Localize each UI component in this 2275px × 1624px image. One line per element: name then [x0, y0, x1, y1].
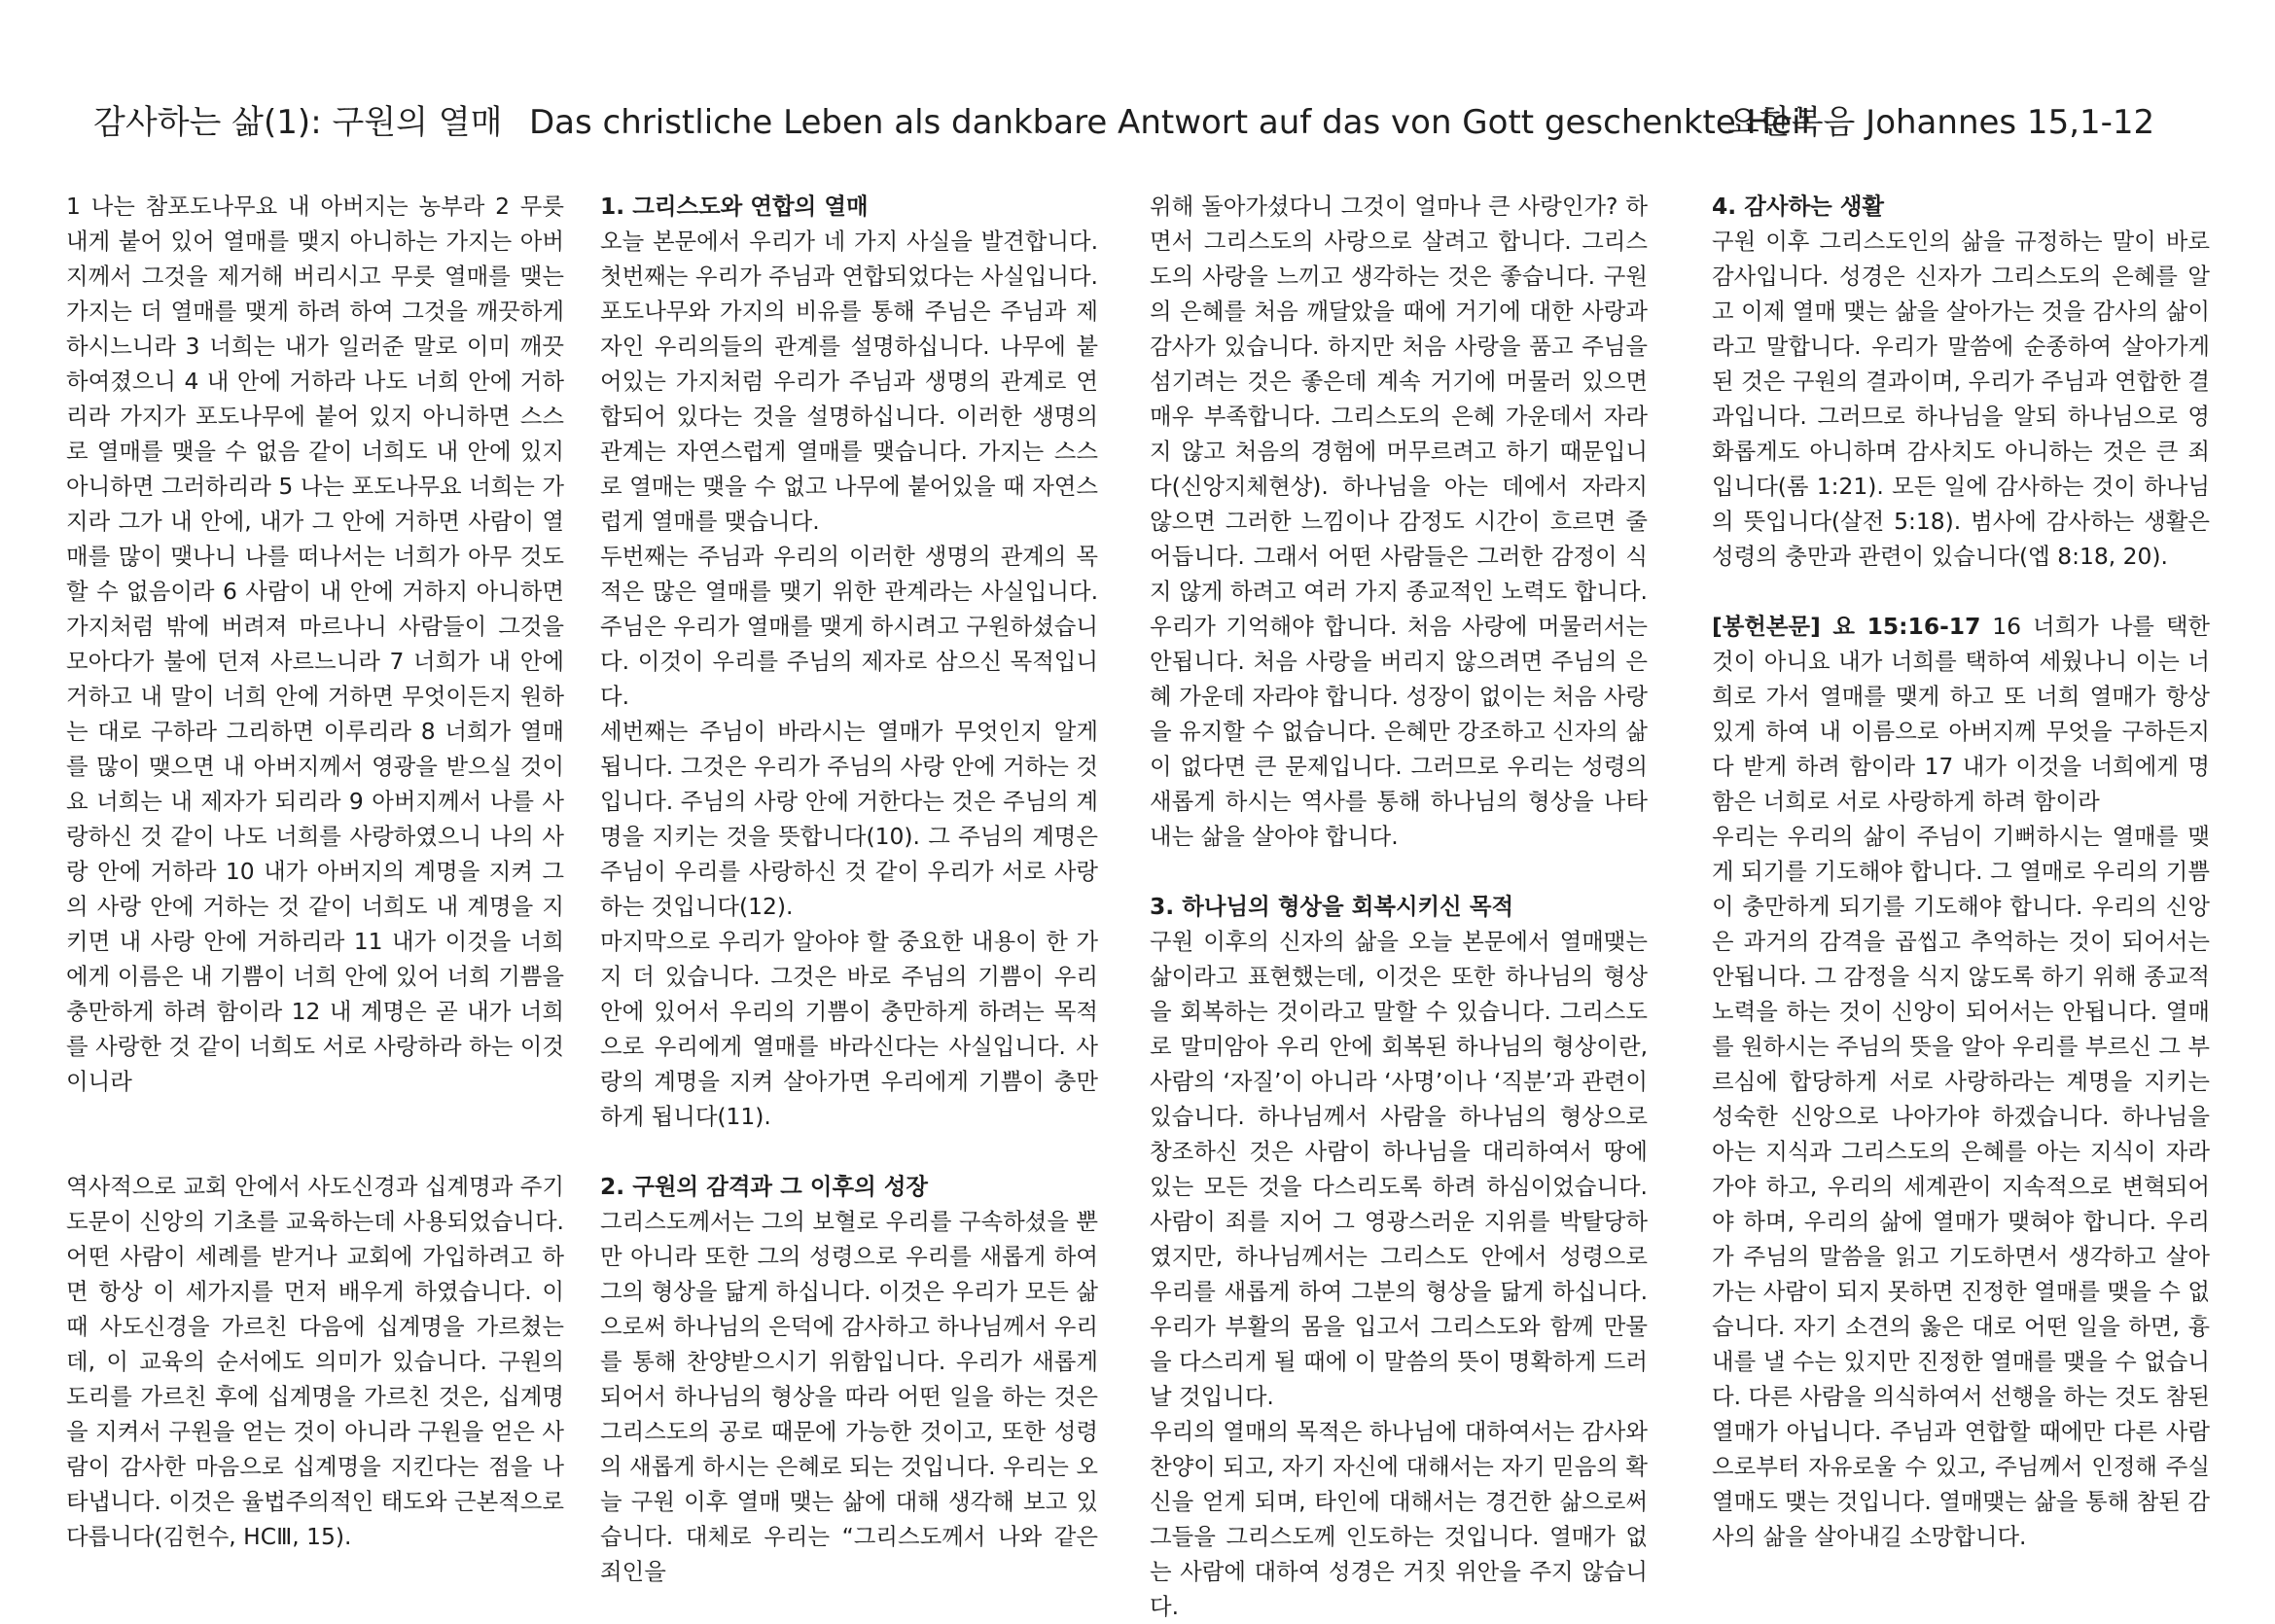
page-header	[93, 93, 2233, 152]
spacer	[66, 1134, 564, 1169]
paragraph: 우리의 열매의 목적은 하나님에 대하여서는 감사와 찬양이 되고, 자기 자신에 대해서는 자기 믿음의 확신을 얻게 되며, 타인에 대해서는 경건한 삶으로써 그들을 그리스도께 인도하는 것입니다. 열매가 없는 사람에 대하여 성경은 거짓 위안을 주지 않습니다.	[1150, 1418, 1648, 1620]
scripture-reference: 요한복음 Johannes 15,1-12	[1727, 103, 2155, 142]
paragraph: 그리스도께서는 그의 보혈로 우리를 구속하셨을 뿐만 아니라 또한 그의 성령으로 우리를 새롭게 하여 그의 형상을 닮게 하십니다. 이것은 우리가 모든 삶으로써 하나님의 은덕에 감사하고 하나님께서 우리를 통해 찬양받으시기 위함입니다. 우리가 새롭게 되어서 하나님의 형상을 따라 어떤 일을 하는 것은 그리스도의 공로 때문에 가능한 것이고, 또한 성령의 새롭게 하시는 은혜로 되는 것입니다. 우리는 오늘 구원 이후 열매 맺는 삶에 대해 생각해 보고 있습니다. 대체로 우리는 “그리스도께서 나와 같은 죄인을	[600, 1208, 1098, 1585]
offering-label: [봉헌본문] 요 15:16-17	[1712, 613, 1981, 640]
section-heading-4: 4. 감사하는 생활	[1712, 193, 1885, 220]
column-3	[1150, 189, 1648, 1624]
section-heading-1: 1. 그리스도와 연합의 열매	[600, 193, 869, 220]
paragraph: 오늘 본문에서 우리가 네 가지 사실을 발견합니다. 첫번째는 우리가 주님과 연합되었다는 사실입니다. 포도나무와 가지의 비유를 통해 주님은 주님과 제자인 우리의들의 관계를 설명하십니다. 나무에 붙어있는 가지처럼 우리가 주님과 생명의 관계로 연합되어 있다는 것을 설명하십니다. 이러한 생명의 관계는 자연스럽게 열매를 맺습니다. 가지는 스스로 열매는 맺을 수 없고 나무에 붙어있을 때 자연스럽게 열매를 맺습니다.	[600, 228, 1098, 535]
column-2	[600, 189, 1098, 1589]
paragraph: 구원 이후 그리스도인의 삶을 규정하는 말이 바로 감사입니다. 성경은 신자가 그리스도의 은혜를 알고 이제 열매 맺는 삶을 살아가는 것을 감사의 삶이라고 말합니다. 우리가 말씀에 순종하여 살아가게 된 것은 구원의 결과이며, 우리가 주님과 연합한 결과입니다. 그러므로 하나님을 알되 하나님으로 영화롭게도 아니하며 감사치도 아니하는 것은 큰 죄입니다(롬 1:21). 모든 일에 감사하는 것이 하나님의 뜻입니다(살전 5:18). 범사에 감사하는 생활은 성령의 충만과 관련이 있습니다(엡 8:18, 20).	[1712, 228, 2210, 570]
paragraph: 두번째는 주님과 우리의 이러한 생명의 관계의 목적은 많은 열매를 맺기 위한 관계라는 사실입니다. 주님은 우리가 열매를 맺게 하시려고 구원하셨습니다. 이것이 우리를 주님의 제자로 삼으신 목적입니다.	[600, 543, 1098, 710]
scripture-text: 1 나는 참포도나무요 내 아버지는 농부라 2 무릇 내게 붙어 있어 열매를 맺지 아니하는 가지는 아버지께서 그것을 제거해 버리시고 무릇 열매를 맺는 가지는 더 열매를 맺게 하려 하여 그것을 깨끗하게 하시느니라 3 너희는 내가 일러준 말로 이미 깨끗하여졌으니 4 내 안에 거하라 나도 너희 안에 거하리라 가지가 포도나무에 붙어 있지 아니하면 스스로 열매를 맺을 수 없음 같이 너희도 내 안에 있지 아니하면 그러하리라 5 나는 포도나무요 너희는 가지라 그가 내 안에, 내가 그 안에 거하면 사람이 열매를 많이 맺나니 나를 떠나서는 너희가 아무 것도 할 수 없음이라 6 사람이 내 안에 거하지 아니하면 가지처럼 밖에 버려져 마르나니 사람들이 그것을 모아다가 불에 던져 사르느니라 7 너희가 내 안에 거하고 내 말이 너희 안에 거하면 무엇이든지 원하는 대로 구하라 그리하면 이루리라 8 너희가 열매를 많이 맺으면 내 아버지께서 영광을 받으실 것이요 너희는 내 제자가 되리라 9 아버지께서 나를 사랑하신 것 같이 나도 너희를 사랑하였으니 나의 사랑 안에 거하라 10 내가 아버지의 계명을 지켜 그의 사랑 안에 거하는 것 같이 너희도 내 계명을 지키면 내 사랑 안에 거하리라 11 내가 이것을 너희에게 이름은 내 기쁨이 너희 안에 있어 너희 기쁨을 충만하게 하려 함이라 12 내 계명은 곧 내가 너희를 사랑한 것 같이 너희도 서로 사랑하라 하는 이것이니라	[66, 193, 564, 1095]
title-korean: 감사하는 삶(1): 구원의 열매	[93, 103, 503, 142]
paragraph: 위해 돌아가셨다니 그것이 얼마나 큰 사랑인가? 하면서 그리스도의 사랑으로 살려고 합니다. 그리스도의 사랑을 느끼고 생각하는 것은 좋습니다. 구원의 은혜를 처음 깨달았을 때에 거기에 대한 사랑과 감사가 있습니다. 하지만 처음 사랑을 품고 주님을 섬기려는 것은 좋은데 계속 거기에 머물러 있으면 매우 부족합니다. 그리스도의 은혜 가운데서 자라지 않고 처음의 경험에 머무르려고 하기 때문입니다(신앙지체현상). 하나님을 아는 데에서 자라지 않으면 그러한 느낌이나 감정도 시간이 흐르면 줄어듭니다. 그래서 어떤 사람들은 그러한 감정이 식지 않게 하려고 여러 가지 종교적인 노력도 합니다. 우리가 기억해야 합니다. 처음 사랑에 머물러서는 안됩니다. 처음 사랑을 버리지 않으려면 주님의 은혜 가운데 자라야 합니다. 성장이 없이는 처음 사랑을 유지할 수 없습니다. 은혜만 강조하고 신자의 삶이 없다면 큰 문제입니다. 그러므로 우리는 성령의 새롭게 하시는 역사를 통해 하나님의 형상을 나타내는 삶을 살아야 합니다.	[1150, 193, 1648, 850]
paragraph: 우리는 우리의 삶이 주님이 기뻐하시는 열매를 맺게 되기를 기도해야 합니다. 그 열매로 우리의 기쁨이 충만하게 되기를 기도해야 합니다. 우리의 신앙은 과거의 감격을 곱씹고 추억하는 것이 되어서는 안됩니다. 그 감정을 식지 않도록 하기 위해 종교적 노력을 하는 것이 신앙이 되어서는 안됩니다. 열매를 원하시는 주님의 뜻을 알아 우리를 부르신 그 부르심에 합당하게 서로 사랑하라는 계명을 지키는 성숙한 신앙으로 나아가야 하겠습니다. 하나님을 아는 지식과 그리스도의 은혜를 아는 지식이 자라가야 하고, 우리의 세계관이 지속적으로 변혁되어야 하며, 우리의 삶에 열매가 맺혀야 합니다. 우리가 주님의 말씀을 읽고 기도하면서 생각하고 살아가는 사람이 되지 못하면 진정한 열매를 맺을 수 없습니다. 자기 소견의 옳은 대로 어떤 일을 하면, 흉내를 낼 수는 있지만 진정한 열매를 맺을 수 없습니다. 다른 사람을 의식하여서 선행을 하는 것도 참된 열매가 아닙니다. 주님과 연합할 때에만 다른 사람으로부터 자유로울 수 있고, 주님께서 인정해 주실 열매도 맺는 것입니다. 열매맺는 삶을 통해 참된 감사의 삶을 살아내길 소망합니다.	[1712, 823, 2210, 1550]
section-heading-2: 2. 구원의 감격과 그 이후의 성장	[600, 1173, 929, 1200]
column-1	[66, 189, 564, 1554]
paragraph: 세번째는 주님이 바라시는 열매가 무엇인지 알게 됩니다. 그것은 우리가 주님의 사랑 안에 거하는 것입니다. 주님의 사랑 안에 거한다는 것은 주님의 계명을 지키는 것을 뜻합니다(10). 그 주님의 계명은 주님이 우리를 사랑하신 것 같이 우리가 서로 사랑하는 것입니다(12).	[600, 718, 1098, 920]
paragraph: 마지막으로 우리가 알아야 할 중요한 내용이 한 가지 더 있습니다. 그것은 바로 주님의 기쁨이 우리 안에 있어서 우리의 기쁨이 충만하게 하려는 목적으로 우리에게 열매를 바라신다는 사실입니다. 사랑의 계명을 지켜 살아가면 우리에게 기쁨이 충만하게 됩니다(11).	[600, 928, 1098, 1130]
paragraph: 구원 이후의 신자의 삶을 오늘 본문에서 열매맺는 삶이라고 표현했는데, 이것은 또한 하나님의 형상을 회복하는 것이라고 말할 수 있습니다. 그리스도로 말미암아 우리 안에 회복된 하나님의 형상이란, 사람의 ‘자질’이 아니라 ‘사명’이나 ‘직분’과 관련이 있습니다. 하나님께서 사람을 하나님의 형상으로 창조하신 것은 사람이 하나님을 대리하여서 땅에 있는 모든 것을 다스리도록 하려 하심이었습니다. 사람이 죄를 지어 그 영광스러운 지위를 박탈당하였지만, 하나님께서는 그리스도 안에서 성령으로 우리를 새롭게 하여 그분의 형상을 닮게 하십니다. 우리가 부활의 몸을 입고서 그리스도와 함께 만물을 다스리게 될 때에 이 말씀의 뜻이 명확하게 드러날 것입니다.	[1150, 928, 1648, 1410]
spacer	[1712, 574, 2210, 609]
spacer	[1150, 854, 1648, 889]
spacer	[66, 1099, 564, 1134]
column-4	[1712, 189, 2210, 1554]
intro-paragraph: 역사적으로 교회 안에서 사도신경과 십계명과 주기도문이 신앙의 기초를 교육하는데 사용되었습니다. 어떤 사람이 세례를 받거나 교회에 가입하려고 하면 항상 이 세가지를 먼저 배우게 하였습니다. 이 때 사도신경을 가르친 다음에 십계명을 가르쳤는데, 이 교육의 순서에도 의미가 있습니다. 구원의 도리를 가르친 후에 십계명을 가르친 것은, 십계명을 지켜서 구원을 얻는 것이 아니라 구원을 얻은 사람이 감사한 마음으로 십계명을 지킨다는 점을 나타냅니다. 이것은 율법주의적인 태도와 근본적으로 다릅니다(김헌수, HCⅢ, 15).	[66, 1173, 564, 1550]
offering-paragraph	[1712, 609, 2210, 819]
section-heading-3: 3. 하나님의 형상을 회복시키신 목적	[1150, 893, 1514, 920]
spacer	[600, 1134, 1098, 1169]
title-german: Das christliche Leben als dankbare Antwort auf das von Gott geschenkte Heil	[529, 103, 1810, 142]
offering-text: 16 너희가 나를 택한 것이 아니요 내가 너희를 택하여 세웠나니 이는 너희로 가서 열매를 맺게 하고 또 너희 열매가 항상 있게 하여 내 이름으로 아버지께 무엇을 구하든지 다 받게 하려 함이라 17 내가 이것을 너희에게 명함은 너희로 서로 사랑하게 하려 함이라	[1712, 613, 2211, 815]
